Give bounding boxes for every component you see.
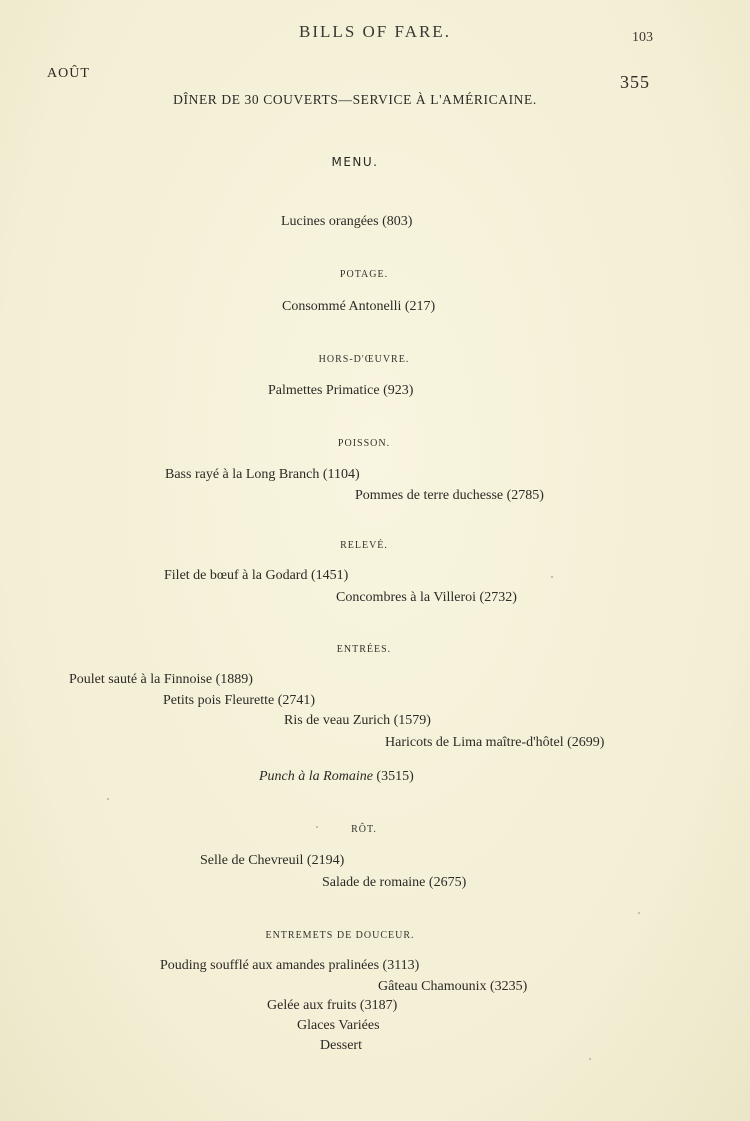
section-label-poisson: POISSON. — [337, 438, 391, 449]
recipe-ref: (2785) — [506, 488, 544, 503]
menu-item — [322, 875, 466, 891]
paper-speck — [316, 826, 318, 828]
running-title: BILLS OF FARE. — [299, 22, 451, 41]
recipe-ref: (3235) — [489, 979, 528, 994]
page-number: 103 — [632, 30, 653, 45]
dish-name: Poulet sauté à la Finnoise — [69, 672, 213, 687]
section-label-releve: RELEVÉ. — [340, 540, 388, 551]
recipe-ref: (1451) — [310, 568, 349, 583]
section-label-hors-doeuvre: HORS-D'ŒUVRE. — [318, 354, 410, 365]
menu-item — [336, 590, 517, 606]
dish-name: Petits pois Fleurette — [163, 693, 275, 708]
section-label-entrees: ENTRÉES. — [336, 644, 392, 655]
dish-name: Filet de bœuf à la Godard — [164, 568, 308, 583]
menu-number: 355 — [620, 72, 650, 92]
recipe-ref: (1889) — [215, 672, 253, 687]
menu-item — [385, 735, 604, 751]
paper-speck — [107, 798, 109, 800]
paper-speck — [638, 912, 640, 914]
recipe-ref: (2699) — [567, 735, 605, 750]
section-label-entremets: ENTREMETS DE DOUCEUR. — [265, 930, 415, 941]
recipe-ref: (3515) — [376, 769, 414, 784]
dish-name: Lucines orangées — [281, 214, 379, 229]
dish-name: Salade de romaine — [322, 875, 426, 890]
dish-name: Ris de veau Zurich — [284, 713, 391, 728]
dish-name: Haricots de Lima maître-d'hôtel — [385, 735, 564, 750]
paper-speck — [551, 576, 553, 578]
menu-item — [282, 299, 435, 315]
dish-name: Concombres à la Villeroi — [336, 590, 477, 605]
recipe-ref: (803) — [382, 214, 413, 229]
menu-item — [163, 693, 315, 709]
dish-name: Pouding soufflé aux amandes pralinées — [160, 958, 380, 973]
menu-item-lucines — [281, 214, 412, 230]
menu-item — [200, 853, 344, 869]
recipe-ref: (3113) — [382, 958, 420, 973]
dinner-title: DÎNER DE 30 COUVERTS—SERVICE À L'AMÉRICAINE. — [173, 92, 537, 107]
recipe-ref: (3187) — [359, 998, 398, 1013]
menu-item — [267, 998, 397, 1014]
month-label: AOÛT — [47, 66, 90, 81]
dish-name: Gâteau Chamounix — [378, 979, 487, 994]
recipe-ref: (217) — [404, 299, 436, 314]
dish-name: Palmettes Primatice — [268, 383, 380, 398]
menu-heading: MENU. — [331, 155, 379, 169]
dish-name: Pommes de terre duchesse — [355, 488, 504, 503]
section-label-potage: POTAGE. — [339, 269, 389, 280]
menu-item — [160, 958, 419, 974]
menu-item — [320, 1038, 362, 1054]
menu-item — [69, 672, 253, 688]
dish-name: Glaces Variées — [297, 1018, 380, 1033]
recipe-ref: (2732) — [479, 590, 517, 605]
section-label-rot: RÔT. — [351, 824, 377, 835]
menu-item-punch — [259, 769, 414, 785]
dish-name: Bass rayé à la Long Branch — [165, 467, 320, 482]
menu-item — [297, 1018, 380, 1034]
menu-item — [355, 488, 544, 504]
dish-name: Dessert — [320, 1038, 362, 1053]
dish-name: Punch à la Romaine — [259, 769, 373, 784]
menu-item — [268, 383, 413, 399]
recipe-ref: (2741) — [277, 693, 316, 708]
menu-item — [378, 979, 527, 995]
recipe-ref: (1104) — [322, 467, 360, 482]
dish-name: Consommé Antonelli — [282, 299, 402, 314]
recipe-ref: (2194) — [306, 853, 345, 868]
recipe-ref: (1579) — [393, 713, 431, 728]
paper-speck — [589, 1058, 591, 1060]
menu-item — [164, 568, 348, 584]
menu-item — [165, 467, 360, 483]
recipe-ref: (2675) — [428, 875, 467, 890]
recipe-ref: (923) — [383, 383, 414, 398]
dish-name: Gelée aux fruits — [267, 998, 357, 1013]
menu-item — [284, 713, 431, 729]
dish-name: Selle de Chevreuil — [200, 853, 304, 868]
